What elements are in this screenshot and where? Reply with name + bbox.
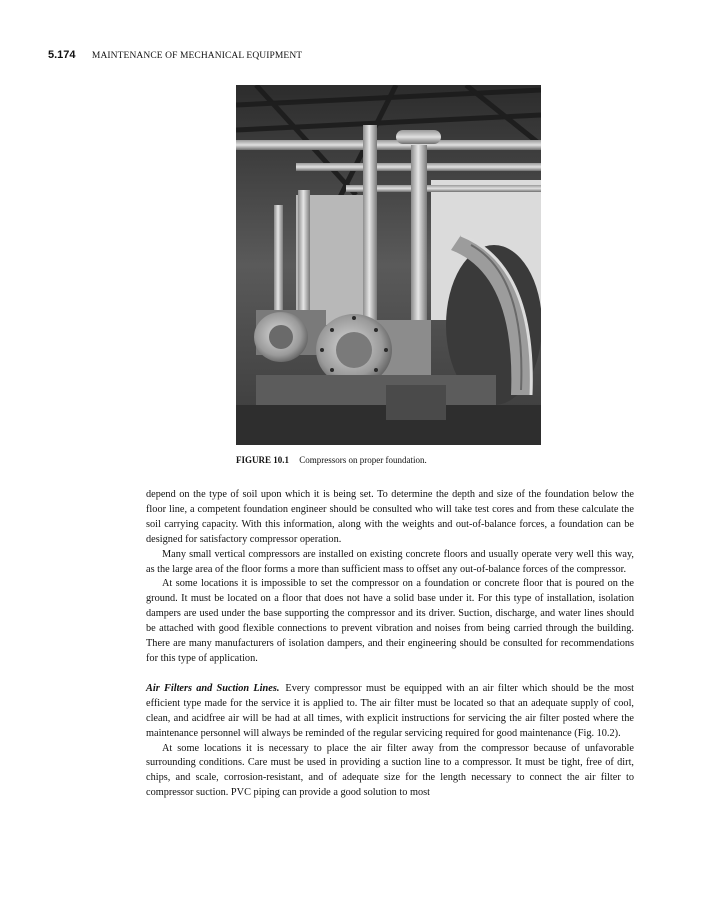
figure-label: FIGURE 10.1 (236, 455, 290, 465)
compressor-photo-illustration (236, 85, 541, 445)
paragraph: depend on the type of soil upon which it is being set. To determine the depth and size of the foundation below the floor line, a competent foundation engineer should be consulted who will take test cores and from these calculate the soil carrying capacity. With this information, along with the weights and out-of-balance forces, a foundation can be designed for satisfactory compressor operation. (146, 489, 634, 545)
figure-caption-text: Compressors on proper foundation. (299, 455, 427, 465)
paragraph: At some locations it is impossible to set the compressor on a foundation or concrete floor that is poured on the ground. It must be located on a floor that does not have a solid base under it. For this type of installation, isolation dampers are used under the base supporting the compressor and its driver. Suction, discharge, and water lines should be attached with good flexible connections to prevent vibration and noises from being carried through the building. There are many manufacturers of isolation dampers, and their engineering should be consulted for recommendations for this type of application. (146, 578, 634, 664)
figure-caption (236, 455, 656, 469)
compressor-photo (236, 85, 541, 445)
paragraph: At some locations it is necessary to place the air filter away from the compressor because of unfavorable surrounding conditions. Care must be used in providing a suction line to a compressor. It must be tight, free of dirt, chips, and scale, corrosion-resistant, and of adequate size for the length necessary to connect the air filter to compressor suction. PVC piping can provide a good solution to most (146, 742, 634, 799)
running-header (48, 49, 668, 63)
section-heading: Air Filters and Suction Lines. (146, 682, 280, 694)
section-paragraph (146, 682, 634, 742)
body-text (146, 488, 634, 801)
page-number: 5.174 (48, 49, 76, 61)
section-break (146, 667, 634, 682)
running-title: MAINTENANCE OF MECHANICAL EQUIPMENT (91, 51, 303, 61)
paragraph: Many small vertical compressors are installed on existing concrete floors and usually operate very well this way, as the large area of the floor forms a more than sufficient mass to offset any out-of-balance forces of the compressor. (146, 548, 634, 575)
paragraph-text: Every compressor must be equipped with an air filter which should be the most efficient type made for the service it is applied to. The air filter must be located so that an adequate supply of cool, clean, and acidfree air will be had at all times, with explicit instructions for servicing the air filter posted where the maintenance personnel will always be reminded of the regular servicing required for good maintenance (Fig. 10.2). (146, 682, 634, 739)
